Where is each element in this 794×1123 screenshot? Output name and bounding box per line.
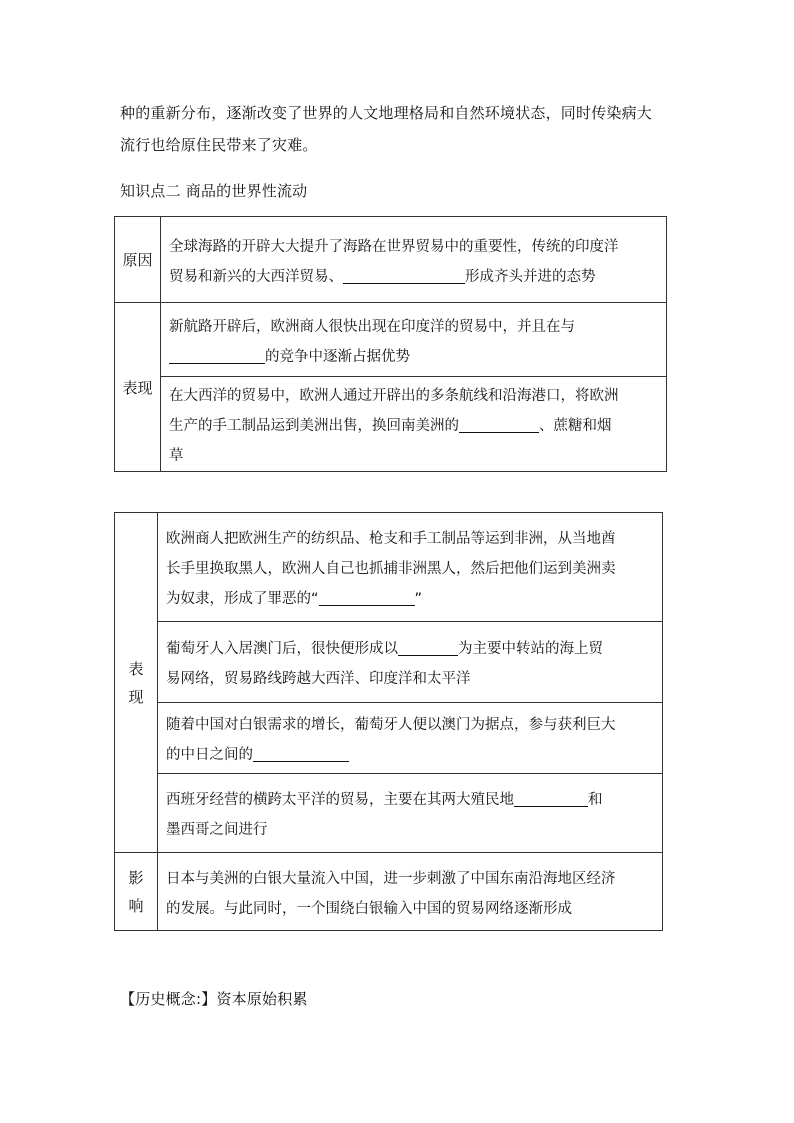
text: 为奴隶，形成了罪恶的“ [166, 591, 319, 607]
text: 的发展。与此同时，一个围绕白银输入中国的贸易网络逐渐形成 [166, 900, 572, 917]
label-char: 表 [128, 659, 144, 678]
text: 为主要中转站的海上贸 [458, 641, 603, 657]
text: 随着中国对白银需求的增长，葡萄牙人便以澳门为据点，参与获利巨大 [166, 717, 616, 733]
china-japan-trade-cell [158, 703, 663, 774]
table-reasons-manifestations [114, 216, 667, 472]
section-title: 知识点二 商品的世界性流动 [120, 182, 308, 200]
label-char: 影 [128, 868, 144, 887]
text: 易网络，贸易路线跨越大西洋、印度洋和太平洋 [166, 671, 471, 687]
text: 全球海路的开辟大大提升了海路在世界贸易中的重要性，传统的印度洋 [169, 238, 619, 255]
text: 日本与美洲的白银大量流入中国，进一步刺激了中国东南沿海地区经济 [166, 870, 616, 887]
intro-line-2: 流行也给原住民带来了灾难。 [120, 136, 318, 154]
text: 长手里换取黑人，欧洲人自己也抓捕非洲黑人，然后把他们运到美洲卖 [166, 561, 616, 577]
text: 、蔗糖和烟 [539, 418, 612, 434]
table-row [115, 622, 663, 703]
label-char: 现 [128, 687, 144, 706]
row-label-manifestation [115, 513, 158, 853]
label-char: 响 [128, 896, 144, 915]
fill-blank[interactable] [343, 266, 465, 284]
text: 西班牙经营的横跨太平洋的贸易，主要在其两大殖民地 [166, 792, 514, 808]
pacific-trade-cell [158, 774, 663, 853]
slave-trade-cell [158, 513, 663, 622]
fill-blank[interactable] [253, 744, 349, 762]
table-manifestations-impact [114, 512, 663, 931]
manifestation-cell-2 [161, 377, 667, 472]
table-row [115, 377, 667, 472]
text: 形成齐头并进的态势 [465, 268, 596, 285]
text: ” [414, 591, 423, 607]
text: 在大西洋的贸易中，欧洲人通过开辟出的多条航线和沿海港口，将欧洲 [169, 388, 619, 404]
text: 欧洲商人把欧洲生产的纺织品、枪支和手工制品等运到非洲，从当地酋 [166, 531, 616, 547]
text: 新航路开辟后，欧洲商人很快出现在印度洋的贸易中，并且在与 [169, 318, 575, 335]
table-row [115, 217, 667, 303]
fill-blank[interactable] [514, 789, 588, 807]
text: 生产的手工制品运到美洲出售，换回南美洲的 [169, 418, 459, 434]
fill-blank[interactable] [398, 638, 458, 656]
history-concept-heading: 【历史概念:】资本原始积累 [120, 990, 308, 1008]
text: 墨西哥之间进行 [166, 822, 268, 838]
macau-network-cell [158, 622, 663, 703]
table-row [115, 303, 667, 377]
intro-line-1: 种的重新分布，逐渐改变了世界的人文地理格局和自然环境状态，同时传染病大 [120, 104, 653, 122]
table-row [115, 853, 663, 931]
fill-blank[interactable] [459, 415, 539, 433]
row-label-impact [115, 853, 158, 931]
impact-cell [158, 853, 663, 931]
text: 的中日之间的 [166, 747, 253, 763]
row-label-manifestation: 表现 [115, 303, 161, 472]
manifestation-cell-1 [161, 303, 667, 377]
table-row [115, 703, 663, 774]
fill-blank[interactable] [319, 588, 415, 606]
text: 贸易和新兴的大西洋贸易、 [169, 268, 343, 285]
text: 和 [588, 792, 603, 808]
text: 葡萄牙人入居澳门后，很快便形成以 [166, 641, 398, 657]
table-row [115, 513, 663, 622]
table-row [115, 774, 663, 853]
row-label-reason: 原因 [115, 217, 161, 303]
text: 的竞争中逐渐占据优势 [265, 348, 410, 365]
reason-cell [161, 217, 667, 303]
text: 草 [169, 448, 184, 464]
fill-blank[interactable] [169, 346, 265, 364]
